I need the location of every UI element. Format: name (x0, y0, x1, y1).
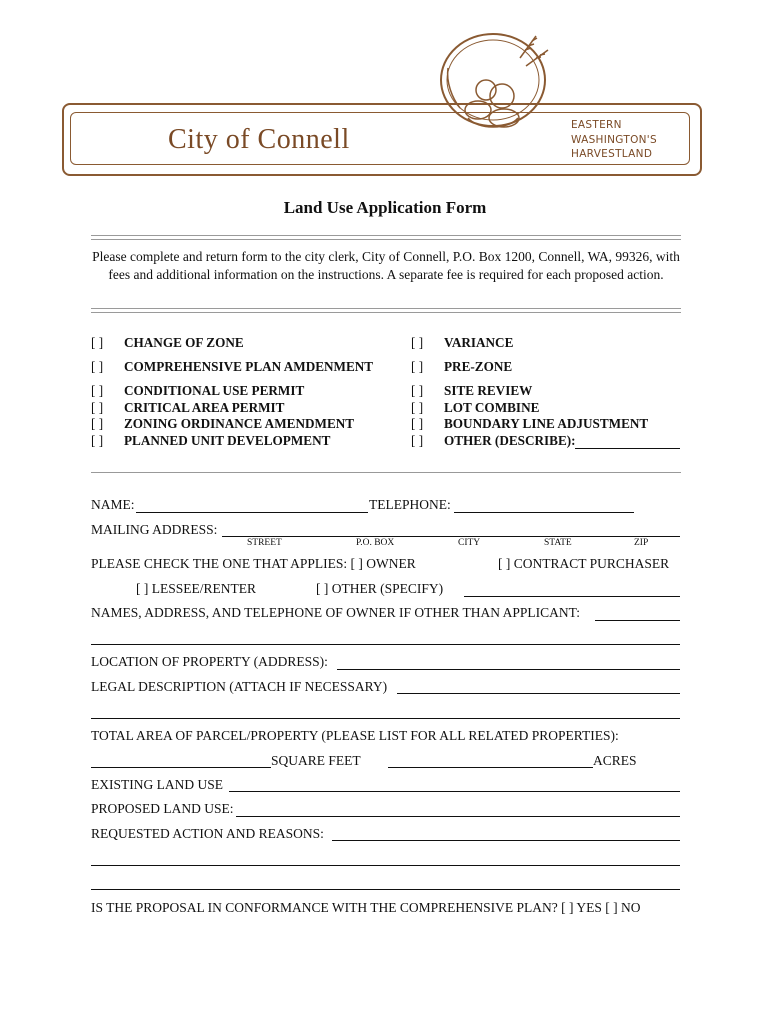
tagline-line: WASHINGTON'S (571, 133, 657, 146)
address-part-label: STREET (247, 538, 282, 548)
requested-action-field[interactable] (332, 840, 680, 841)
other-specify-field[interactable] (464, 596, 680, 597)
acres-label: ACRES (593, 753, 637, 768)
acres-field[interactable] (388, 767, 593, 768)
applicant-type-other[interactable]: [ ] OTHER (SPECIFY) (316, 581, 444, 596)
telephone-field[interactable] (454, 512, 634, 513)
telephone-label: TELEPHONE: (369, 497, 451, 512)
name-label: NAME: (91, 497, 135, 512)
checkbox-pre-zone[interactable]: [ ] PRE-ZONE (411, 359, 513, 374)
owner-info-field-2[interactable] (91, 644, 680, 645)
tagline (571, 118, 657, 162)
checkbox-critical-area[interactable]: [ ] CRITICAL AREA PERMIT (91, 400, 285, 415)
mailing-address-label: MAILING ADDRESS: (91, 522, 218, 537)
existing-use-field[interactable] (229, 791, 680, 792)
divider (91, 235, 681, 240)
checkbox-boundary-line[interactable]: [ ] BOUNDARY LINE ADJUSTMENT (411, 416, 649, 431)
proposed-use-label: PROPOSED LAND USE: (91, 801, 234, 816)
address-part-label: CITY (458, 538, 481, 548)
address-part-label: ZIP (634, 538, 649, 548)
checkbox-change-of-zone[interactable]: [ ] CHANGE OF ZONE (91, 335, 244, 350)
square-feet-label: SQUARE FEET (271, 753, 361, 768)
checkbox-conditional-use[interactable]: [ ] CONDITIONAL USE PERMIT (91, 383, 305, 398)
legal-description-field[interactable] (397, 693, 680, 694)
address-part-label: P.O. BOX (356, 538, 395, 548)
legal-description-label: LEGAL DESCRIPTION (ATTACH IF NECESSARY) (91, 679, 388, 694)
applicant-type-contract-purchaser[interactable]: [ ] CONTRACT PURCHASER (498, 556, 670, 571)
total-area-label: TOTAL AREA OF PARCEL/PROPERTY (PLEASE LIST FOR ALL RELATED PROPERTIES): (91, 728, 619, 743)
applicant-type-lessee[interactable]: [ ] LESSEE/RENTER (136, 581, 256, 596)
applicant-type-owner[interactable]: PLEASE CHECK THE ONE THAT APPLIES: [ ] OWNER (91, 556, 416, 571)
conformance-question[interactable]: IS THE PROPOSAL IN CONFORMANCE WITH THE COMPREHENSIVE PLAN? [ ] YES [ ] NO (91, 900, 641, 915)
tagline-line: HARVESTLAND (571, 148, 653, 160)
form-title: Land Use Application Form (283, 198, 487, 217)
city-name: City of Connell (168, 124, 350, 155)
checkbox-lot-combine[interactable]: [ ] LOT COMBINE (411, 400, 540, 415)
checkbox-comprehensive-plan[interactable]: [ ] COMPREHENSIVE PLAN AMDENMENT (91, 359, 374, 374)
requested-action-field-3[interactable] (91, 889, 680, 890)
location-label: LOCATION OF PROPERTY (ADDRESS): (91, 654, 328, 669)
checkbox-zoning-ordinance[interactable]: [ ] ZONING ORDINANCE AMENDMENT (91, 416, 355, 431)
checkbox-site-review[interactable]: [ ] SITE REVIEW (411, 383, 533, 398)
owner-info-field[interactable] (595, 620, 680, 621)
owner-info-label: NAMES, ADDRESS, AND TELEPHONE OF OWNER IF OTHER THAN APPLICANT: (91, 605, 580, 620)
legal-description-field-2[interactable] (91, 718, 680, 719)
checkbox-planned-unit[interactable]: [ ] PLANNED UNIT DEVELOPMENT (91, 433, 331, 448)
address-part-label: STATE (544, 538, 572, 548)
intro-text: Please complete and return form to the city clerk, City of Connell, P.O. Box 1200, Connell, WA, 99326, with fees and additional information on the instructions. A separate fee is required for each proposed action. (92, 249, 680, 282)
other-describe-line[interactable] (575, 448, 680, 449)
location-field[interactable] (337, 669, 680, 670)
requested-action-label: REQUESTED ACTION AND REASONS: (91, 826, 324, 841)
tagline-line: EASTERN (571, 119, 622, 131)
existing-use-label: EXISTING LAND USE (91, 777, 223, 792)
mailing-address-field[interactable] (222, 536, 680, 537)
divider (91, 308, 681, 313)
name-field[interactable] (136, 512, 368, 513)
checkbox-other[interactable]: [ ] OTHER (DESCRIBE): (411, 433, 576, 448)
square-feet-field[interactable] (91, 767, 271, 768)
requested-action-field-2[interactable] (91, 865, 680, 866)
section-divider (91, 472, 681, 473)
checkbox-variance[interactable]: [ ] VARIANCE (411, 335, 514, 350)
proposed-use-field[interactable] (236, 816, 680, 817)
